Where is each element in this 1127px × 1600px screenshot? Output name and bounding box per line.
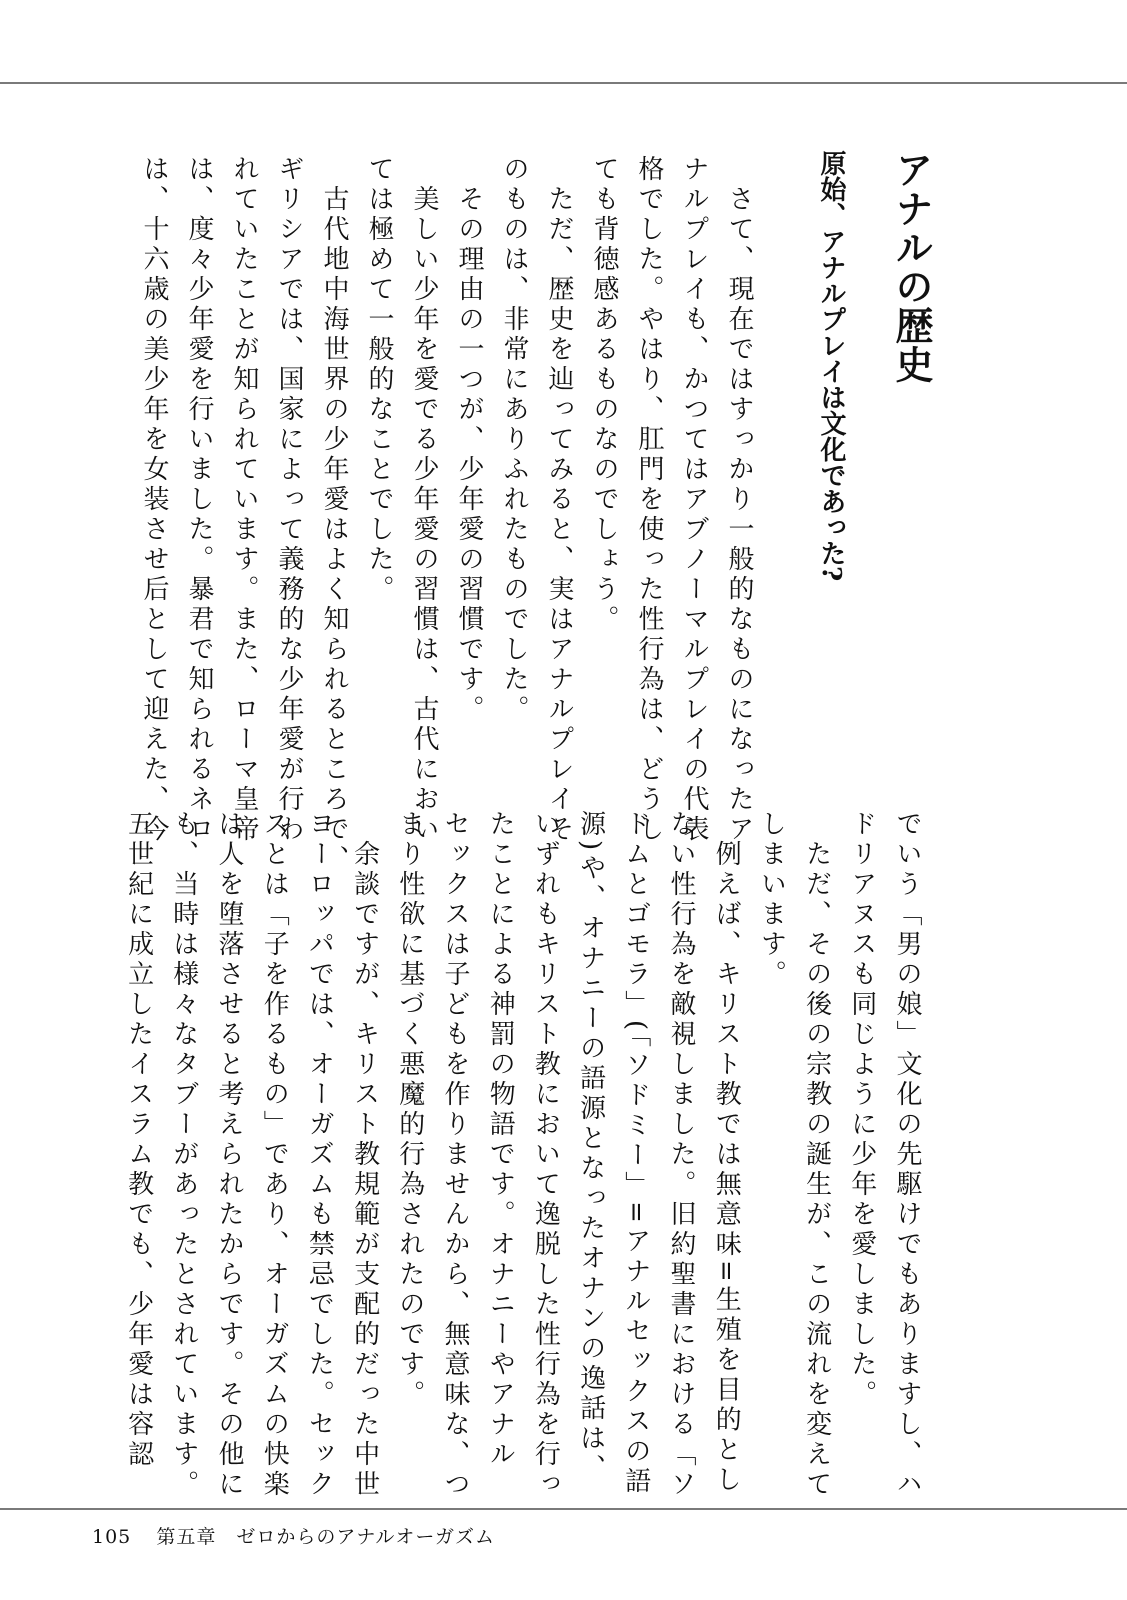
text-column: ただ、歴史を辿ってみると、実はアナルプレイそ	[544, 185, 574, 845]
text-column: は人を堕落させると考えられたからです。その他に	[214, 810, 244, 1500]
chapter-title: 第五章 ゼロからのアナルオーガズム	[156, 1526, 495, 1548]
text-column: 古代地中海世界の少年愛はよく知られるところで、	[319, 185, 349, 875]
bottom-rule	[0, 1508, 1127, 1510]
text-column: ギリシアでは、国家によって義務的な少年愛が行わ	[274, 155, 304, 845]
page-number: 105	[92, 1526, 132, 1548]
text-column: ヨーロッパでは、オーガズムも禁忌でした。セック	[304, 810, 335, 1500]
text-column: 例えば、キリスト教では無意味=生殖を目的とし	[711, 840, 742, 1496]
text-column: 美しい少年を愛でる少年愛の習慣は、古代におい	[409, 185, 439, 845]
section-title: アナルの歴史	[889, 150, 934, 384]
text-column: ない性行為を敵視しました。旧約聖書における「ソ	[666, 810, 696, 1500]
text-column: 余談ですが、キリスト教規範が支配的だった中世	[349, 840, 380, 1500]
text-column: は、十六歳の美少年を女装させ后として迎えた、今	[139, 155, 169, 845]
text-column: ただ、その後の宗教の誕生が、この流れを変えて	[801, 840, 832, 1500]
text-column: まり性欲に基づく悪魔的行為されたのです。	[394, 810, 425, 1410]
text-column: ドムとゴモラ」(「ソドミー」=アナルセックスの語	[620, 810, 651, 1497]
section-subtitle: 原始、アナルプレイは文化であった?	[816, 150, 846, 582]
text-column: ても背徳感あるものなのでしょう。	[589, 155, 619, 635]
text-column: しまいます。	[756, 810, 787, 990]
text-column: さて、現在ではすっかり一般的なものになったア	[724, 185, 754, 845]
text-column: も、当時は様々なタブーがあったとされています。	[168, 810, 199, 1500]
text-column: たことによる神罰の物語です。オナニーやアナル	[485, 810, 516, 1470]
text-column: は、度々少年愛を行いました。暴君で知られるネロ	[184, 155, 214, 845]
text-column: 格でした。やはり、肛門を使った性行為は、どうし	[634, 155, 664, 845]
text-column: 五世紀に成立したイスラム教でも、少年愛は容認	[123, 810, 154, 1470]
text-column: でいう「男の娘」文化の先駆けでもありますし、ハ	[892, 810, 922, 1500]
text-column: その理由の一つが、少年愛の習慣です。	[454, 185, 484, 725]
text-column: のものは、非常にありふれたものでした。	[499, 155, 529, 725]
text-column: ドリアヌスも同じように少年を愛しました。	[846, 810, 877, 1410]
text-column: 源)や、オナニーの語源となったオナンの逸話は、	[575, 810, 606, 1485]
text-column: いずれもキリスト教において逸脱した性行為を行っ	[530, 810, 561, 1500]
text-column: スとは「子を作るもの」であり、オーガズムの快楽	[259, 810, 290, 1500]
text-column: ては極めて一般的なことでした。	[364, 155, 394, 605]
text-column: れていたことが知られています。また、ローマ皇帝	[229, 155, 259, 845]
top-rule	[0, 82, 1127, 84]
text-column: セックスは子どもを作りませんから、無意味な、つ	[440, 810, 470, 1500]
page-footer	[92, 1522, 495, 1549]
text-column: ナルプレイも、かつてはアブノーマルプレイの代表	[679, 155, 709, 845]
